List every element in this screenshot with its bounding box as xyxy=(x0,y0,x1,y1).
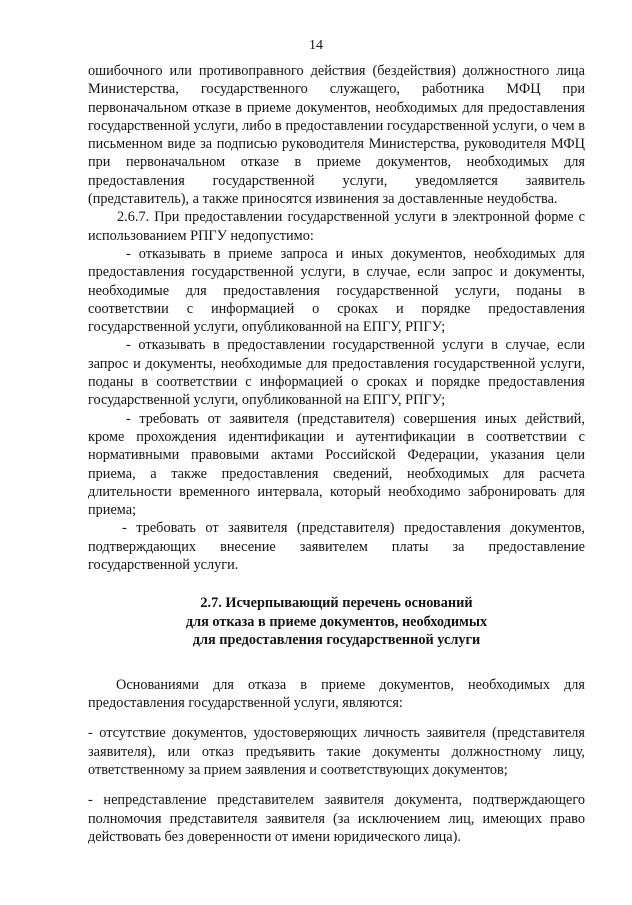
section-heading-2-7 xyxy=(88,594,585,650)
list-item-require-documents: - требовать от заявителя (представителя) предоставления документов, подтверждающих внесение заявителем платы за предоставление государственной услуги. xyxy=(88,520,585,574)
heading-line-3: для предоставления государственной услуги xyxy=(192,632,481,649)
paragraph-grounds-intro: Основаниями для отказа в приеме документов, необходимых для предоставления государственной услуги, являются: xyxy=(88,676,585,712)
list-item-no-authority-document: - непредставление представителем заявителя документа, подтверждающего полномочия представителя заявителя (за исключением лиц, имеющих право действовать без доверенности от имени юридического лица). xyxy=(88,792,585,845)
list-item-refuse-provision: - отказывать в предоставлении государственной услуги в случае, если запрос и документы, необходимые для предоставления государственной услуги, поданы в соответствии с информацией о сроках и порядке предоставления государственной услуги, опубликованной на ЕПГУ, РПГУ; xyxy=(88,337,585,409)
paragraph-2-6-7: 2.6.7. При предоставлении государственной услуги в электронной форме с использованием РПГУ недопустимо: xyxy=(88,209,585,244)
paragraph-notification: ошибочного или противоправного действия (бездействия) должностного лица Министерства, государственного служащего, работника МФЦ при первоначальном отказе в приеме документов, необходимых для предоставления государственной услуги, либо в предоставлении государственной услуги, о чем в письменном виде за подписью руководителя Министерства, руководителя МФЦ при первоначальном отказе в приеме документов, необходимых для предоставления государственной услуги, уведомляется заявитель (представитель), а также приносятся извинения за доставленные неудобства. xyxy=(88,63,585,208)
list-item-refuse-acceptance: - отказывать в приеме запроса и иных документов, необходимых для предоставления государственной услуги, в случае, если запрос и документы, необходимые для предоставления государственной услуги, поданы в соответствии с информацией о сроках и порядке предоставления государственной услуги, опубликованной на ЕПГУ, РПГУ; xyxy=(88,245,585,336)
document-body xyxy=(88,62,585,846)
page-number: 14 xyxy=(309,38,323,53)
heading-line-2: для отказа в приеме документов, необходимых xyxy=(185,613,488,630)
heading-line-1: 2.7. Исчерпывающий перечень оснований xyxy=(200,595,473,612)
list-item-no-identity-documents: - отсутствие документов, удостоверяющих личность заявителя (представителя заявителя), или отказ предъявить такие документы должностному лицу, ответственному за прием заявления и соответствующих документов; xyxy=(88,725,585,778)
list-item-require-actions: - требовать от заявителя (представителя) совершения иных действий, кроме прохождения идентификации и аутентификации в соответствии с нормативными правовыми актами Российской Федерации, указания цели приема, а также предоставления сведений, необходимых для расчета длительности временного интервала, который необходимо забронировать для приема; xyxy=(88,410,585,519)
